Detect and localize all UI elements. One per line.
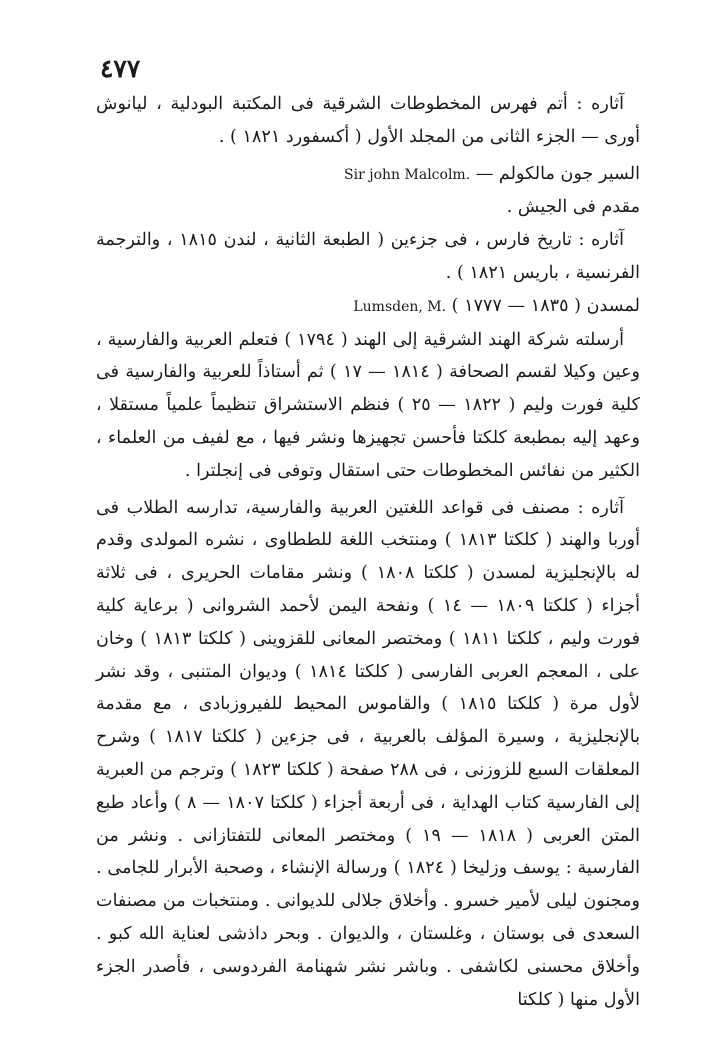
paragraph-malcolm-rank: مقدم فى الجيش . [506,197,640,218]
page-body [96,88,640,1016]
heading-lumsden [96,290,640,324]
heading-lumsden-latin: Lumsden, M. [353,298,447,315]
heading-malcolm-latin: Sir john Malcolm. [344,166,471,183]
heading-malcolm [96,158,640,192]
paragraph-works-malcolm: آثاره : تاريخ فارس ، فى جزءين ( الطبعة الثانية ، لندن ١٨١٥ ، والترجمة الفرنسية ، باريس ١٨٢١ ) . [96,230,640,283]
paragraph-works-lumsden: آثاره : مصنف فى قواعد اللغتين العربية والفارسية، تدارسه الطلاب فى أوربا والهند ( كلكتا ١٨١٣ ) ومنتخب اللغة للططاوى ، نشره المولدى وقدم له بالإنجليزية لمسدن ( كلكتا ١٨٠٨ ) ونشر مقامات الحريرى ، فى ثلاثة أجزاء ( كلكتا ١٨٠٩ — ١٤ ) ونفحة اليمن لأحمد الشروانى ( برعاية كلية فورت وليم ، كلكتا ١٨١١ ) ومختصر المعانى للقزوينى ( كلكتا ١٨١٣ ) وخان على ، المعجم العربى الفارسى ( كلكتا ١٨١٤ ) وديوان المتنبى ، وقد نشر لأول مرة ( كلكتا ١٨١٥ ) والقاموس المحيط للفيروزبادى ، مع مقدمة بالإنجليزية ، وسيرة المؤلف بالعربية ، فى جزءين ( كلكتا ١٨١٧ ) وشرح المعلقات السبع للزوزنى ، فى ٢٨٨ صفحة ( كلكتا ١٨٢٣ ) وترجم من العبرية إلى الفارسية كتاب الهداية ، فى أربعة أجزاء ( كلكتا ١٨٠٧ — ٨ ) وأعاد طبع المتن العربى ( ١٨١٨ — ١٩ ) ومختصر المعانى للتفتازانى . ونشر من الفارسية : يوسف وزليخا ( ١٨٢٤ ) ورسالة الإنشاء ، وصحبة الأبرار للجامى . ومجنون ليلى لأمير خسرو . وأخلاق جلالى للديوانى . ومنتخبات من مصنفات السعدى فى بوستان ، وغلستان ، والديوان . وبحر داذشى لعناية الله كبو . وأخلاق محسنى لكاشفى . وباشر نشر شهنامة الفردوسى ، فأصدر الجزء الأول منها ( كلكتا [96,497,640,1010]
heading-malcolm-arabic: السير جون مالكولم — [470,163,640,184]
page-number: ٤٧٧ [100,54,141,83]
heading-lumsden-arabic: لمسدن ( ١٨٣٥ — ١٧٧٧ ) [446,295,640,316]
paragraph-works-ouseley: آثاره : أتم فهرس المخطوطات الشرقية فى المكتبة البودلية ، ليانوش أورى — الجزء الثانى من المجلد الأول ( أكسفورد ١٨٢١ ) . [96,94,640,147]
paragraph-lumsden-bio: أرسلته شركة الهند الشرقية إلى الهند ( ١٧٩٤ ) فتعلم العربية والفارسية ، وعين وكيلا لقسم الصحافة ( ١٨١٤ — ١٧ ) ثم أستاذاً للعربية والفارسية فى كلية فورت وليم ( ١٨٢٢ — ٢٥ ) فنظم الاستشراق تنظيماً علمياً مستقلا ، وعهد إليه بمطبعة كلكتا فأحسن تجهيزها ونشر فيها ، مع لفيف من العلماء ، الكثير من نفائس المخطوطات حتى استقال وتوفى فى إنجلترا . [96,329,640,481]
